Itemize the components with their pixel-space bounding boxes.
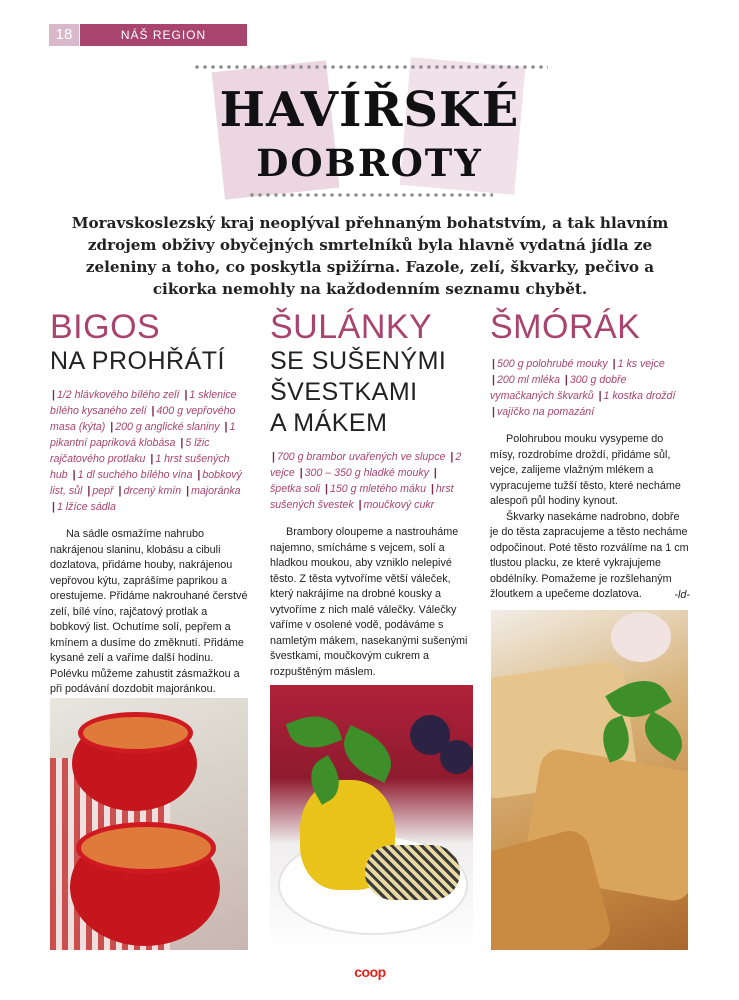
ingredient-item: 1 kostka droždí [603, 390, 676, 402]
ingredient-separator: | [52, 389, 55, 401]
ingredient-item: 700 g brambor uvařených ve slupce [276, 451, 446, 463]
ingredient-item: špetka soli [270, 483, 321, 495]
ingredient-item: vajíčko na pomazání [496, 406, 595, 418]
method-paragraph: Polohrubou mouku vysypeme do mísy, rozdrobíme droždí, přidáme sůl, vejce, zalijeme vlažným mlékem a vypracujeme tužší těsto, které necháme alespoň půl hodiny kynout. [490, 433, 681, 507]
ingredient-item: majoránka [191, 485, 241, 497]
ingredient-item: hrst sušených švestek [270, 483, 454, 511]
smorak-photo [491, 610, 688, 950]
basil-leaf [636, 711, 688, 761]
garlic-bulb [611, 612, 671, 662]
ingredient-separator: | [430, 483, 434, 495]
ingredient-separator: | [272, 451, 275, 463]
bigos-photo [50, 698, 248, 950]
ingredient-separator: | [492, 374, 495, 386]
ingredient-separator: | [52, 501, 55, 513]
ingredient-separator: | [118, 485, 122, 497]
recipe-title: ŠMÓRÁK [490, 308, 641, 346]
ingredient-item: moučkový cukr [363, 499, 435, 511]
ingredient-separator: | [492, 358, 495, 370]
ingredient-separator: | [492, 406, 495, 418]
method-paragraph: Na sádle osmažíme nahrubo nakrájenou slaninu, klobásu a cibuli dozlatova, přidáme houby, nakrájenou vepřovou kýtu, zaprášíme paprikou a orestujeme. Přidáme nakrouhané čerstvé zelí, bílé víno, rajčatový protlak a bobkový list. Ochutíme solí, pepřem a kmínem a dusíme do změknutí. Přidáme kysané zelí a vaříme další hodinu. Polévku můžeme zahustit zásmažkou a při podávání dozdobit majoránkou. [50, 528, 248, 695]
author-signature: -ld- [674, 588, 690, 601]
ingredient-separator: | [151, 405, 155, 417]
dotted-divider-top [193, 64, 548, 70]
ingredient-separator: | [450, 451, 454, 463]
ingredient-separator: | [184, 389, 188, 401]
ingredient-separator: | [72, 469, 76, 481]
ingredient-separator: | [150, 453, 154, 465]
soup-surface-back [78, 712, 193, 754]
recipe-title: ŠULÁNKY [270, 308, 433, 346]
ingredient-item: 150 g mletého máku [329, 483, 426, 495]
recipe-smorak [490, 308, 690, 603]
ingredient-item: 1 dl suchého bílého vína [77, 469, 193, 481]
recipe-bigos [50, 308, 248, 698]
page-title-line2: DOBROTY [256, 141, 483, 185]
ingredient-item: 1 ks vejce [617, 358, 665, 370]
ingredient-list [490, 356, 690, 420]
page-title-line1: HAVÍŘSKÉ [219, 82, 520, 138]
recipe-subtitle: ŠVESTKAMI [270, 378, 418, 406]
recipe-method [490, 432, 690, 603]
ingredient-item: 1 lžíce sádla [56, 501, 116, 513]
plum [440, 740, 473, 774]
ingredient-item: pepř [92, 485, 114, 497]
ingredient-item: 5 lžic rajčatového protlaku [50, 437, 210, 465]
page-number: 18 [49, 24, 79, 46]
ingredient-separator: | [299, 467, 303, 479]
mint-leaf [335, 725, 401, 783]
soup-surface-front [76, 822, 216, 874]
ingredient-separator: | [564, 374, 568, 386]
ingredient-separator: | [186, 485, 190, 497]
recipe-method [270, 525, 470, 680]
ingredient-separator: | [325, 483, 328, 495]
ingredient-separator: | [433, 467, 437, 479]
mint-leaf [286, 708, 343, 756]
method-paragraph: Brambory oloupeme a nastrouháme najemno, smícháme s vejcem, solí a hladkou moukou, aby vzniklo nelepivé těsto. Z těsta vytvoříme větší váleček, který nakrájíme na drobné kousky a vytvoříme z nich malé válečky. Válečky vaříme v osolené vodě, podáváme s namletým mákem, nasekanými sušenými švestkami, moučkovým cukrem a rozpuštěným máslem. [270, 526, 468, 678]
ingredient-separator: | [197, 469, 201, 481]
recipe-method [50, 527, 248, 698]
recipe-subtitle: A MÁKEM [270, 409, 388, 437]
ingredient-item: 300 – 350 g hladké mouky [304, 467, 429, 479]
ingredient-item: 300 g dobře vymačkaných škvarků [490, 374, 627, 402]
recipe-subtitle: SE SUŠENÝMI [270, 347, 447, 375]
ingredient-item: 400 g vepřového masa (kýta) [50, 405, 236, 433]
ingredient-separator: | [612, 358, 616, 370]
poppy-seed-rolls [365, 845, 460, 900]
ingredient-item: drcený kmín [123, 485, 182, 497]
ingredient-separator: | [87, 485, 91, 497]
ingredient-item: 1 pikantní papriková klobása [50, 421, 236, 449]
ingredient-item: 200 g anglické slaniny [115, 421, 220, 433]
ingredient-item: 1 hrst sušených hub [50, 453, 230, 481]
ingredient-separator: | [358, 499, 362, 511]
recipe-subtitle: NA PROHŘÁTÍ [50, 347, 225, 375]
ingredient-list [50, 387, 248, 515]
coop-logo: coop [354, 964, 386, 980]
intro-paragraph: Moravskoslezský kraj neoplýval přehnaným bohatstvím, a tak hlavním zdrojem obživy obyčejných smrtelníků byla hlavně vydatná jídla ze zeleniny a toho, co poskytla spižírna. Fazole, zelí, škvarky, pečivo a cikorka nemohly na každodenním seznamu chybět. [71, 214, 669, 298]
dotted-divider-bottom [248, 192, 493, 198]
recipe-sulanky [270, 308, 470, 680]
ingredient-item: bobkový list, sůl [50, 469, 242, 497]
ingredient-separator: | [110, 421, 114, 433]
ingredient-list [270, 449, 470, 513]
ingredient-separator: | [598, 390, 602, 402]
ingredient-separator: | [224, 421, 228, 433]
recipe-title: BIGOS [50, 308, 161, 346]
ingredient-item: 2 vejce [270, 451, 462, 479]
method-paragraph: Škvarky nasekáme nadrobno, dobře je do těsta zapracujeme a těsto necháme odpočinout. Poté těsto rozválíme na 1 cm tlustou placku, ze které vykrajujeme obdélníky. Pomažeme je rozšlehaným žloutkem a upečeme dozlatova. [490, 510, 689, 600]
ingredient-item: 1/2 hlávkového bílého zelí [56, 389, 180, 401]
ingredient-item: 500 g polohrubé mouky [496, 358, 608, 370]
ingredient-item: 1 sklenice bílého kysaného zelí [50, 389, 237, 417]
ingredient-separator: | [180, 437, 184, 449]
section-label: NÁŠ REGION [80, 24, 247, 46]
ingredient-item: 200 ml mléka [496, 374, 560, 386]
sulanky-photo [270, 685, 473, 950]
